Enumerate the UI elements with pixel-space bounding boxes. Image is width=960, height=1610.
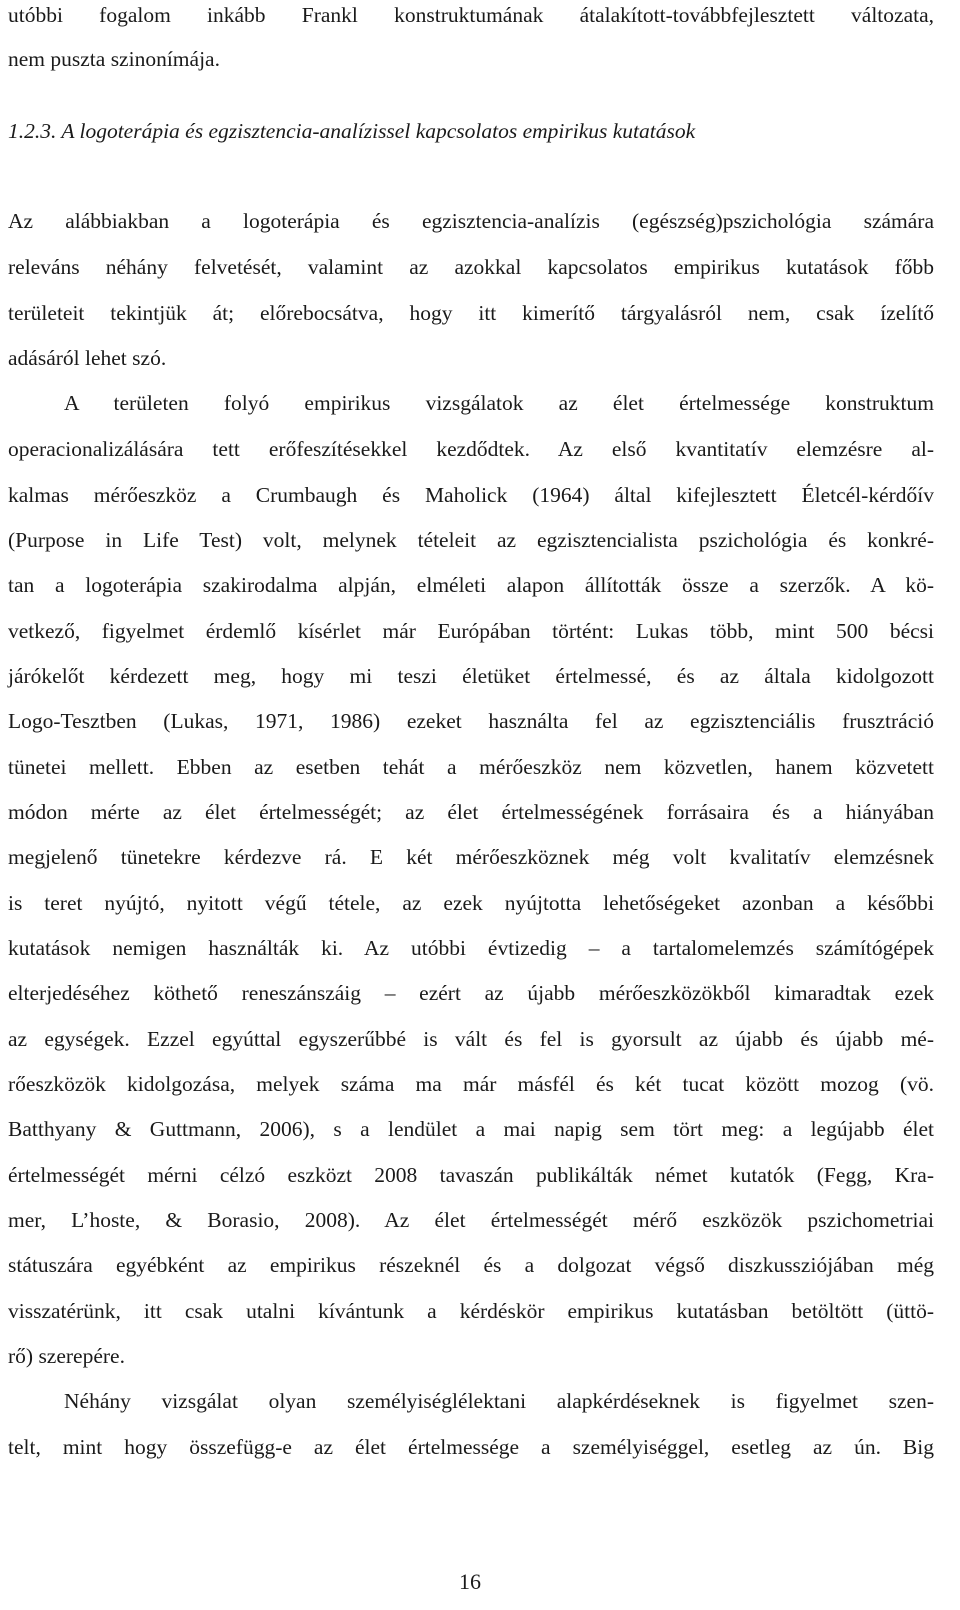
- paragraph-line: operacionalizálására tett erőfeszítésekkel kezdődtek. Az első kvantitatív elemzésre al-: [8, 437, 934, 461]
- paragraph-line: kutatások nemigen használták ki. Az utóbbi évtizedig – a tartalomelemzés számítógépek: [8, 936, 934, 960]
- paragraph-line: tan a logoterápia szakirodalma alpján, elméleti alapon állították össze a szerzők. A kö-: [8, 573, 934, 597]
- paragraph-line: releváns néhány felvetését, valamint az azokkal kapcsolatos empirikus kutatások főbb: [8, 255, 934, 279]
- paragraph-line: járókelőt kérdezett meg, hogy mi teszi életüket értelmessé, és az általa kidolgozott: [8, 664, 934, 688]
- paragraph-line: elterjedéséhez köthető reneszánszáig – ezért az újabb mérőeszközökből kimaradtak ezek: [8, 981, 934, 1005]
- paragraph-line: is teret nyújtó, nyitott végű tétele, az ezek nyújtotta lehetőségeket azonban a későbbi: [8, 891, 934, 915]
- paragraph-line: területeit tekintjük át; előrebocsátva, hogy itt kimerítő tárgyalásról nem, csak ízelítő: [8, 301, 934, 325]
- paragraph-line: (Purpose in Life Test) volt, melynek tételeit az egzisztencialista pszichológia és konkré-: [8, 528, 934, 552]
- paragraph-line: az egységek. Ezzel egyúttal egyszerűbbé is vált és fel is gyorsult az újabb és újabb mé-: [8, 1027, 934, 1051]
- paragraph-line: adásáról lehet szó.: [8, 346, 167, 370]
- paragraph-line: vetkező, figyelmet érdemlő kísérlet már Európában történt: Lukas több, mint 500 bécsi: [8, 619, 934, 643]
- paragraph-line: értelmességét mérni célzó eszközt 2008 tavaszán publikálták német kutatók (Fegg, Kra-: [8, 1163, 934, 1187]
- paragraph-line: A területen folyó empirikus vizsgálatok az élet értelmessége konstruktum: [64, 391, 934, 415]
- paragraph-line: Az alábbiakban a logoterápia és egzisztencia-analízis (egészség)pszichológia számára: [8, 209, 934, 233]
- paragraph-line: telt, mint hogy összefügg-e az élet értelmessége a személyiséggel, esetleg az ún. Big: [8, 1435, 934, 1459]
- paragraph-line: Batthyany & Guttmann, 2006), s a lendület a mai napig sem tört meg: a legújabb élet: [8, 1117, 934, 1141]
- paragraph-line: visszatérünk, itt csak utalni kívántunk a kérdéskör empirikus kutatásban betöltött (üttö-: [8, 1299, 934, 1323]
- paragraph-line: tünetei mellett. Ebben az esetben tehát a mérőeszköz nem közvetlen, hanem közvetett: [8, 755, 934, 779]
- intro-line: nem puszta szinonímája.: [8, 47, 220, 71]
- paragraph-line: megjelenő tünetekre kérdezve rá. E két mérőeszköznek még volt kvalitatív elemzésnek: [8, 845, 934, 869]
- paragraph-line: rőeszközök kidolgozása, melyek száma ma már másfél és két tucat között mozog (vö.: [8, 1072, 934, 1096]
- paragraph-line: kalmas mérőeszköz a Crumbaugh és Maholick (1964) által kifejlesztett Életcél-kérdőív: [8, 483, 934, 507]
- intro-line: utóbbi fogalom inkább Frankl konstruktumának átalakított-továbbfejlesztett változata,: [8, 3, 934, 27]
- paragraph-line: mer, L’hoste, & Borasio, 2008). Az élet értelmességét mérő eszközök pszichometriai: [8, 1208, 934, 1232]
- section-heading: 1.2.3. A logoterápia és egzisztencia-analízissel kapcsolatos empirikus kutatások: [8, 119, 696, 143]
- paragraph-line: rő) szerepére.: [8, 1344, 125, 1368]
- paragraph-line: státuszára egyébként az empirikus részeknél és a dolgozat végső diszkussziójában még: [8, 1253, 934, 1277]
- page-number: 16: [459, 1569, 481, 1594]
- paragraph-line: módon mérte az élet értelmességét; az élet értelmességének forrásaira és a hiányában: [8, 800, 934, 824]
- paragraph-line: Logo-Tesztben (Lukas, 1971, 1986) ezeket használta fel az egzisztenciális frusztráció: [8, 709, 934, 733]
- paragraph-line: Néhány vizsgálat olyan személyiséglélektani alapkérdéseknek is figyelmet szen-: [64, 1389, 934, 1413]
